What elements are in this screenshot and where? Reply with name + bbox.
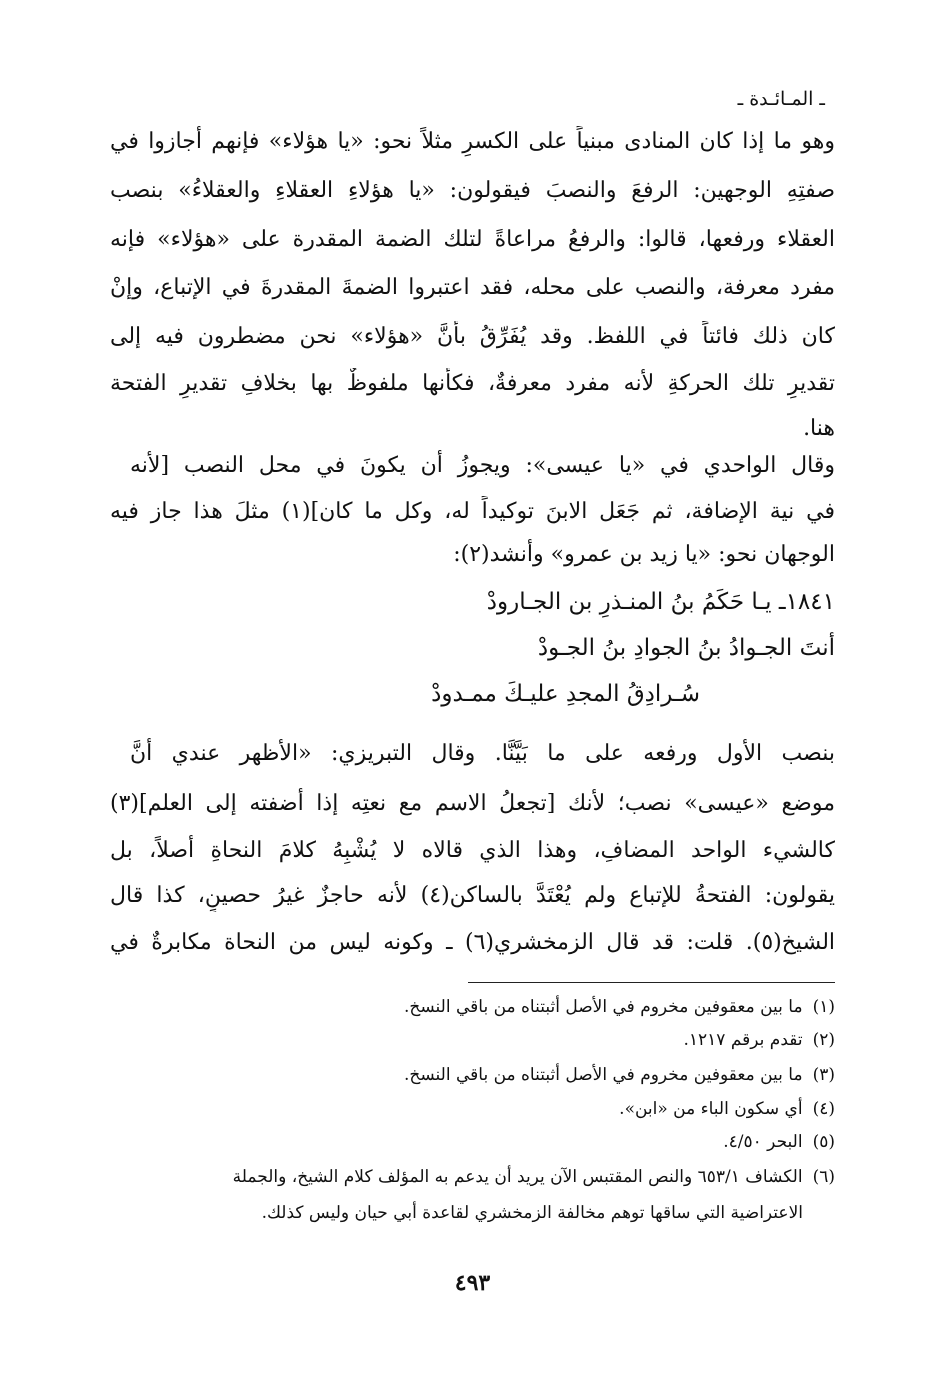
body-line: كان ذلك فائتاً في اللفظ. وقد يُفَرِّقُ بأنَّ «هؤلاء» نحن مضطرون فيه إلى bbox=[110, 324, 835, 349]
body-line: بنصب الأول ورفعه على ما بَيَّنَّا. وقال التبريزي: «الأظهر عندي أنَّ bbox=[130, 741, 835, 766]
body-line: يقولون: الفتحةُ للإتباع ولم يُعْتَدَّ بالساكن(٤) لأنه حاجزٌ غيرُ حصينٍ، كذا قال bbox=[110, 883, 835, 908]
footnote-text: ما بين معقوفين مخروم في الأصل أثبتناه من باقي النسخ. bbox=[403, 997, 803, 1017]
running-header: ـ المـائـدة ـ bbox=[737, 88, 825, 110]
footnote-number: (٢) bbox=[812, 1030, 835, 1050]
footnote bbox=[110, 1095, 835, 1123]
body-line: في نية الإضافة، ثم جَعَل الابنَ توكيداً له، وكل ما كان](١) مثلَ هذا جاز فيه bbox=[110, 499, 835, 524]
body-line: وقال الواحدي في «يا عيسى»: ويجوزُ أن يكونَ في محل النصب [لأنه bbox=[130, 453, 835, 478]
footnote-number: (٥) bbox=[812, 1132, 835, 1152]
footnote bbox=[110, 1163, 835, 1191]
verse-line-2: أنتَ الجـوادُ بنُ الجوادِ بنُ الجـودْ bbox=[537, 635, 835, 661]
verse-text: يـا حَكَمُ بنُ المنـذرِ بن الجـارودْ bbox=[486, 589, 772, 615]
footnote bbox=[110, 1128, 835, 1156]
body-line: العقلاء ورفعها، قالوا: والرفعُ مراعاةً لتلك الضمة المقدرة على «هؤلاء» فإنه bbox=[110, 227, 835, 252]
verse-line-3: سُـرادِقُ المجدِ عليـكَ ممـدودْ bbox=[431, 681, 700, 707]
footnote-text: الكشاف ٦٥٣/١ والنص المقتبس الآن يريد أن يدعم به المؤلف كلام الشيخ، والجملة bbox=[232, 1167, 803, 1187]
body-line: الشيخ(٥). قلت: قد قال الزمخشري(٦) ـ وكونه ليس من النحاة مكابرةٌ في bbox=[110, 930, 835, 955]
footnote-text: البحر ٤/٥٠. bbox=[723, 1132, 803, 1152]
verse-number: ١٨٤١ـ bbox=[778, 589, 835, 615]
footnote bbox=[110, 1026, 835, 1054]
footnote-number: (١) bbox=[812, 997, 835, 1017]
body-line: كالشيء الواحد المضافِ، وهذا الذي قالاه لا يُشْبِهُ كلامَ النحاةِ أصلاً، بل bbox=[110, 838, 835, 863]
body-line: وهو ما إذا كان المنادى مبنياً على الكسرِ مثلاً نحو: «يا هؤلاء» فإنهم أجازوا في bbox=[110, 129, 835, 154]
footnote-number: (٣) bbox=[812, 1065, 835, 1085]
footnote bbox=[110, 1061, 835, 1089]
body-line: الوجهان نحو: «يا زيد بن عمرو» وأنشد(٢): bbox=[453, 542, 835, 567]
footnote-text: ما بين معقوفين مخروم في الأصل أثبتناه من باقي النسخ. bbox=[403, 1065, 803, 1085]
footnote bbox=[110, 993, 835, 1021]
body-line: صفتِهِ الوجهين: الرفعَ والنصبَ فيقولون: «يا هؤلاءِ العقلاءِ والعقلاءُ» بنصب bbox=[110, 178, 835, 203]
footnote-separator bbox=[468, 982, 835, 983]
footnote-continuation: الاعتراضية التي ساقها توهم مخالفة الزمخشري لقاعدة أبي حيان وليس كذلك. bbox=[261, 1203, 803, 1223]
footnote-number: (٤) bbox=[812, 1099, 835, 1119]
verse-line-1 bbox=[487, 585, 835, 619]
body-line: تقديرِ تلك الحركةِ لأنه مفرد معرفةٌ، فكأنها ملفوظٌ بها بخلافِ تقديرِ الفتحة bbox=[110, 371, 835, 396]
footnote-number: (٦) bbox=[812, 1167, 835, 1187]
body-line: موضع «عيسى» نصب؛ لأنك [تجعلُ الاسم مع نعتِه إذا أضفته إلى العلم](٣) bbox=[110, 791, 835, 816]
footnote-text: تقدم برقم ١٢١٧. bbox=[683, 1030, 803, 1050]
body-line: هنا. bbox=[803, 416, 835, 441]
footnote-text: أي سكون الباء من «ابن». bbox=[619, 1099, 803, 1119]
body-line: مفرد معرفة، والنصب على محله، فقد اعتبروا الضمةَ المقدرةَ في الإتباع، وإنْ bbox=[110, 275, 835, 300]
page-number: ٤٩٣ bbox=[454, 1270, 491, 1296]
